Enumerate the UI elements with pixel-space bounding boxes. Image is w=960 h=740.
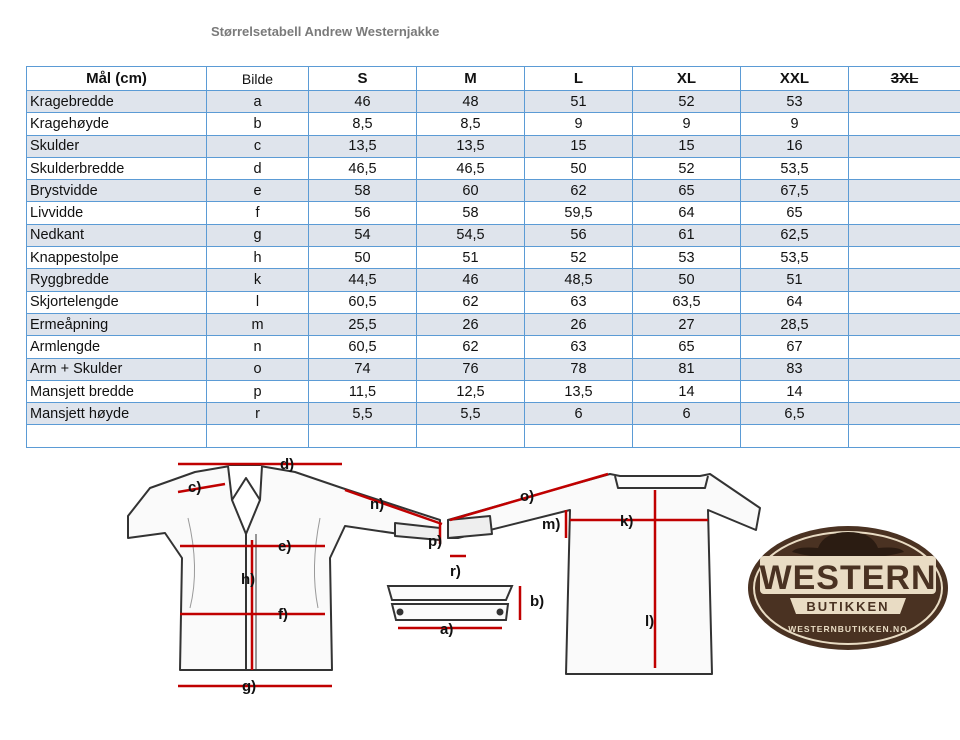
cell-l: 13,5 xyxy=(525,380,633,402)
label-k: k) xyxy=(620,513,634,530)
cell-l: 51 xyxy=(525,91,633,113)
table-row xyxy=(27,224,960,246)
cell-l: 26 xyxy=(525,313,633,335)
table-row xyxy=(27,425,960,447)
cell-3xl xyxy=(849,247,960,269)
table-row xyxy=(27,247,960,269)
label-n: n) xyxy=(370,496,385,513)
label-b: b) xyxy=(530,593,545,610)
cell-bilde: n xyxy=(207,336,309,358)
table-row xyxy=(27,269,960,291)
table-row xyxy=(27,291,960,313)
label-r: r) xyxy=(450,563,461,580)
header-cell-3xl: 3XL xyxy=(849,67,960,91)
cell-3xl xyxy=(849,313,960,335)
cell-s: 58 xyxy=(309,180,417,202)
cell-xxl: 14 xyxy=(741,380,849,402)
shirt-back-illustration xyxy=(448,474,760,674)
cell-s: 60,5 xyxy=(309,336,417,358)
cell-mal: Mansjett høyde xyxy=(27,403,207,425)
cell-bilde: o xyxy=(207,358,309,380)
cell-xxl: 9 xyxy=(741,113,849,135)
cell-3xl xyxy=(849,291,960,313)
cell-l: 6 xyxy=(525,403,633,425)
cell-s: 25,5 xyxy=(309,313,417,335)
cell-s xyxy=(309,425,417,447)
cell-xxl: 6,5 xyxy=(741,403,849,425)
cell-xl: 65 xyxy=(633,336,741,358)
cell-l: 63 xyxy=(525,291,633,313)
label-m: m) xyxy=(542,516,561,533)
cell-xxl: 28,5 xyxy=(741,313,849,335)
cell-xl: 50 xyxy=(633,269,741,291)
cell-mal: Armlengde xyxy=(27,336,207,358)
label-o: o) xyxy=(520,488,535,505)
measurement-diagram xyxy=(0,448,960,740)
cell-s: 60,5 xyxy=(309,291,417,313)
label-a: a) xyxy=(440,621,454,638)
table-row xyxy=(27,180,960,202)
cell-mal: Brystvidde xyxy=(27,180,207,202)
cell-s: 74 xyxy=(309,358,417,380)
cell-l: 63 xyxy=(525,336,633,358)
cell-m: 62 xyxy=(417,336,525,358)
cell-3xl xyxy=(849,425,960,447)
table-row xyxy=(27,135,960,157)
cell-bilde: c xyxy=(207,135,309,157)
cell-3xl xyxy=(849,113,960,135)
cell-m: 62 xyxy=(417,291,525,313)
cell-xxl: 67 xyxy=(741,336,849,358)
cell-xl: 65 xyxy=(633,180,741,202)
cell-m: 51 xyxy=(417,247,525,269)
cell-3xl xyxy=(849,358,960,380)
cell-m: 76 xyxy=(417,358,525,380)
cell-s: 8,5 xyxy=(309,113,417,135)
cell-xl: 81 xyxy=(633,358,741,380)
shirt-front-illustration xyxy=(128,466,443,670)
cell-3xl xyxy=(849,157,960,179)
header-cell-l: L xyxy=(525,67,633,91)
cell-xl: 52 xyxy=(633,91,741,113)
table-row xyxy=(27,380,960,402)
table-row xyxy=(27,403,960,425)
cell-l: 50 xyxy=(525,157,633,179)
table-row xyxy=(27,313,960,335)
table-body xyxy=(27,91,960,448)
cell-xl xyxy=(633,425,741,447)
cell-bilde: a xyxy=(207,91,309,113)
label-f: f) xyxy=(278,606,288,623)
collar-illustration xyxy=(388,586,512,620)
cell-3xl xyxy=(849,380,960,402)
cell-bilde: e xyxy=(207,180,309,202)
cell-xxl: 62,5 xyxy=(741,224,849,246)
cell-xxl: 53 xyxy=(741,91,849,113)
cell-bilde: p xyxy=(207,380,309,402)
cell-xl: 61 xyxy=(633,224,741,246)
cell-s: 44,5 xyxy=(309,269,417,291)
cell-xxl: 53,5 xyxy=(741,247,849,269)
cell-xxl: 51 xyxy=(741,269,849,291)
cell-mal: Arm + Skulder xyxy=(27,358,207,380)
cell-bilde: k xyxy=(207,269,309,291)
cell-s: 56 xyxy=(309,202,417,224)
cell-bilde: l xyxy=(207,291,309,313)
cell-3xl xyxy=(849,91,960,113)
cell-l xyxy=(525,425,633,447)
cell-s: 11,5 xyxy=(309,380,417,402)
header-cell-bilde: Bilde xyxy=(207,67,309,91)
cell-bilde: d xyxy=(207,157,309,179)
cell-3xl xyxy=(849,202,960,224)
cell-3xl xyxy=(849,269,960,291)
cell-m: 46 xyxy=(417,269,525,291)
cell-bilde: h xyxy=(207,247,309,269)
cell-mal: Kragebredde xyxy=(27,91,207,113)
cell-bilde: g xyxy=(207,224,309,246)
logo-line1: WESTERN xyxy=(759,559,937,597)
header-cell-m: M xyxy=(417,67,525,91)
cell-m: 8,5 xyxy=(417,113,525,135)
cell-xxl: 64 xyxy=(741,291,849,313)
western-butikken-logo xyxy=(748,526,948,650)
cell-m: 54,5 xyxy=(417,224,525,246)
header-cell-xxl: XXL xyxy=(741,67,849,91)
cell-mal: Kragehøyde xyxy=(27,113,207,135)
cell-xl: 52 xyxy=(633,157,741,179)
table-header-row xyxy=(27,67,960,91)
header-cell-mal: Mål (cm) xyxy=(27,67,207,91)
cell-mal: Nedkant xyxy=(27,224,207,246)
cell-mal: Knappestolpe xyxy=(27,247,207,269)
label-e: e) xyxy=(278,538,292,555)
cell-l: 56 xyxy=(525,224,633,246)
cell-xxl: 16 xyxy=(741,135,849,157)
label-c: c) xyxy=(188,479,202,496)
cell-bilde: f xyxy=(207,202,309,224)
cell-xl: 63,5 xyxy=(633,291,741,313)
header-cell-xl: XL xyxy=(633,67,741,91)
cell-l: 9 xyxy=(525,113,633,135)
cell-m: 48 xyxy=(417,91,525,113)
cell-l: 62 xyxy=(525,180,633,202)
cell-l: 48,5 xyxy=(525,269,633,291)
cell-3xl xyxy=(849,336,960,358)
page-title: Størrelsetabell Andrew Westernjakke xyxy=(211,24,440,39)
table-row xyxy=(27,113,960,135)
cell-xxl xyxy=(741,425,849,447)
cell-xxl: 83 xyxy=(741,358,849,380)
label-p: p) xyxy=(428,533,443,550)
cell-l: 15 xyxy=(525,135,633,157)
cell-mal xyxy=(27,425,207,447)
cell-m: 13,5 xyxy=(417,135,525,157)
cell-mal: Ermeåpning xyxy=(27,313,207,335)
cell-xl: 27 xyxy=(633,313,741,335)
cell-s: 50 xyxy=(309,247,417,269)
table-row xyxy=(27,358,960,380)
cell-s: 54 xyxy=(309,224,417,246)
cell-bilde: r xyxy=(207,403,309,425)
cell-m: 58 xyxy=(417,202,525,224)
cell-xl: 64 xyxy=(633,202,741,224)
cell-l: 59,5 xyxy=(525,202,633,224)
cell-mal: Skulderbredde xyxy=(27,157,207,179)
cell-xl: 14 xyxy=(633,380,741,402)
cell-xl: 6 xyxy=(633,403,741,425)
cell-mal: Skulder xyxy=(27,135,207,157)
cell-m: 12,5 xyxy=(417,380,525,402)
logo-line2: BUTIKKEN xyxy=(806,599,890,614)
cell-mal: Ryggbredde xyxy=(27,269,207,291)
cell-bilde: b xyxy=(207,113,309,135)
cell-xl: 53 xyxy=(633,247,741,269)
cell-mal: Mansjett bredde xyxy=(27,380,207,402)
cell-xxl: 67,5 xyxy=(741,180,849,202)
table-row xyxy=(27,202,960,224)
cell-m: 60 xyxy=(417,180,525,202)
cell-l: 78 xyxy=(525,358,633,380)
cell-xxl: 53,5 xyxy=(741,157,849,179)
cell-l: 52 xyxy=(525,247,633,269)
cell-bilde xyxy=(207,425,309,447)
cell-s: 13,5 xyxy=(309,135,417,157)
cell-s: 46,5 xyxy=(309,157,417,179)
cell-m: 46,5 xyxy=(417,157,525,179)
header-cell-s: S xyxy=(309,67,417,91)
cell-xl: 15 xyxy=(633,135,741,157)
label-h: h) xyxy=(241,571,256,588)
cell-3xl xyxy=(849,135,960,157)
label-d: d) xyxy=(280,456,295,473)
logo-line3: WESTERNBUTIKKEN.NO xyxy=(788,624,908,634)
cell-s: 46 xyxy=(309,91,417,113)
cell-m: 26 xyxy=(417,313,525,335)
table-row xyxy=(27,157,960,179)
cell-3xl xyxy=(849,180,960,202)
cell-s: 5,5 xyxy=(309,403,417,425)
label-l: l) xyxy=(645,613,655,630)
label-g: g) xyxy=(242,678,257,695)
cell-3xl xyxy=(849,403,960,425)
cell-m: 5,5 xyxy=(417,403,525,425)
table-row xyxy=(27,336,960,358)
cell-3xl xyxy=(849,224,960,246)
cell-mal: Skjortelengde xyxy=(27,291,207,313)
table-row xyxy=(27,91,960,113)
cell-m xyxy=(417,425,525,447)
cell-xl: 9 xyxy=(633,113,741,135)
cell-xxl: 65 xyxy=(741,202,849,224)
cell-bilde: m xyxy=(207,313,309,335)
cell-mal: Livvidde xyxy=(27,202,207,224)
size-table xyxy=(26,66,960,448)
